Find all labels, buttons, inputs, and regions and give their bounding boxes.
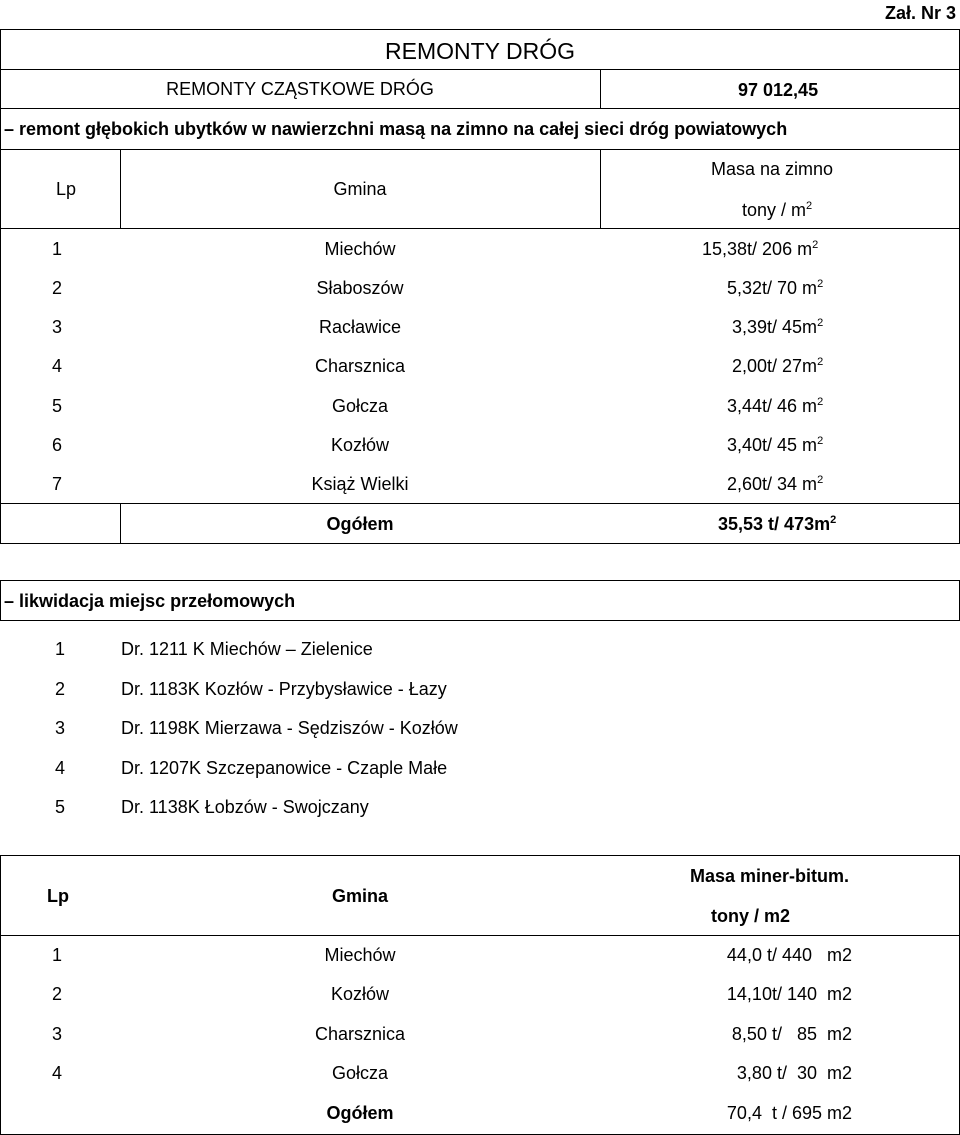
col-masa-unit bbox=[742, 200, 812, 220]
row-masa bbox=[727, 396, 823, 416]
section2-top-border bbox=[0, 580, 960, 581]
row-masa bbox=[702, 239, 818, 259]
col-gmina-header: Gmina bbox=[333, 179, 387, 199]
total-label: Ogółem bbox=[326, 514, 394, 534]
table-row bbox=[0, 307, 960, 347]
row-masa-sup: 2 bbox=[817, 356, 824, 368]
row-gmina: Gołcza bbox=[331, 396, 389, 416]
row-gmina: Miechów bbox=[324, 945, 396, 965]
row-lp: 1 bbox=[52, 239, 63, 259]
row-lp: 3 bbox=[52, 1024, 63, 1044]
table-row bbox=[0, 386, 960, 426]
table1-top-border bbox=[0, 29, 960, 30]
table3-col-masa: Masa miner-bitum. bbox=[690, 866, 850, 886]
list-item bbox=[0, 748, 960, 788]
table3-col-lp: Lp bbox=[47, 886, 69, 906]
table3-col-gmina: Gmina bbox=[331, 886, 388, 906]
row-lp: 4 bbox=[52, 356, 63, 376]
attachment-label: Zał. Nr 3 bbox=[884, 3, 956, 23]
row-masa: 3,80 t/ 30 m2 bbox=[736, 1063, 852, 1083]
row-gmina: Kozłów bbox=[330, 435, 390, 455]
partial-repairs-amount: 97 012,45 bbox=[738, 80, 819, 100]
row-lp: 5 bbox=[52, 396, 63, 416]
row-lp: 2 bbox=[52, 984, 63, 1004]
row-lp: 4 bbox=[52, 1063, 63, 1083]
row-masa-sup: 2 bbox=[817, 474, 824, 486]
table3-total-value: 70,4 t / 695 m2 bbox=[726, 1103, 852, 1123]
row-lp: 3 bbox=[52, 317, 63, 337]
row-masa bbox=[732, 356, 823, 376]
row-masa: 44,0 t/ 440 m2 bbox=[726, 945, 852, 965]
table-row bbox=[0, 935, 960, 975]
table3-col-masa-unit: tony / m2 bbox=[711, 906, 791, 926]
page-title: REMONTY DRÓG bbox=[385, 38, 575, 64]
section2-bottom-border bbox=[0, 620, 960, 621]
list-item-number: 4 bbox=[55, 758, 66, 778]
list-item-text: Dr. 1138K Łobzów - Swojczany bbox=[121, 797, 369, 817]
row-masa: 14,10t/ 140 m2 bbox=[726, 984, 852, 1004]
row-masa-value: 2,60t/ 34 m bbox=[727, 474, 818, 494]
row-masa-sup: 2 bbox=[817, 396, 824, 408]
row-masa-value: 2,00t/ 27m bbox=[732, 356, 818, 376]
table-row bbox=[0, 1053, 960, 1093]
row-gmina: Kozłów bbox=[330, 984, 390, 1004]
table-row bbox=[0, 1014, 960, 1054]
row-lp: 6 bbox=[52, 435, 63, 455]
row-gmina: Gołcza bbox=[331, 1063, 389, 1083]
row-masa-value: 5,32t/ 70 m bbox=[727, 278, 818, 298]
row-masa-value: 3,44t/ 46 m bbox=[727, 396, 818, 416]
table-row bbox=[0, 268, 960, 308]
row-gmina: Charsznica bbox=[314, 1024, 406, 1044]
row-lp: 7 bbox=[52, 474, 63, 494]
list-item-text: Dr. 1207K Szczepanowice - Czaple Małe bbox=[121, 758, 448, 778]
table-row bbox=[0, 974, 960, 1014]
heading-divider bbox=[0, 149, 960, 150]
list-item-number: 2 bbox=[55, 679, 66, 699]
list-item bbox=[0, 787, 960, 827]
row-masa bbox=[727, 435, 823, 455]
list-item bbox=[0, 708, 960, 748]
row-masa-sup: 2 bbox=[812, 239, 819, 251]
row-masa-value: 3,39t/ 45m bbox=[732, 317, 818, 337]
list-item-text: Dr. 1211 K Miechów – Zielenice bbox=[121, 639, 373, 659]
total-value-text: 35,53 t/ 473m bbox=[718, 514, 831, 534]
section1-heading: – remont głębokich ubytków w nawierzchni masą na zimno na całej sieci dróg powiatowych bbox=[4, 119, 788, 139]
row-gmina: Słaboszów bbox=[316, 278, 404, 298]
row-masa-sup: 2 bbox=[817, 435, 824, 447]
table3-total-label: Ogółem bbox=[326, 1103, 394, 1123]
row-masa-value: 3,40t/ 45 m bbox=[727, 435, 818, 455]
table3-top-border bbox=[0, 855, 960, 856]
row-masa bbox=[727, 278, 823, 298]
row-gmina: Racławice bbox=[318, 317, 402, 337]
section2-left-border bbox=[0, 580, 1, 620]
row-masa-sup: 2 bbox=[817, 278, 824, 290]
row-gmina: Miechów bbox=[324, 239, 396, 259]
row-gmina: Książ Wielki bbox=[311, 474, 409, 494]
list-item-number: 1 bbox=[55, 639, 66, 659]
title-divider bbox=[0, 69, 960, 70]
row-lp: 2 bbox=[52, 278, 63, 298]
masa-column-divider bbox=[600, 149, 601, 229]
section2-heading: – likwidacja miejsc przełomowych bbox=[4, 591, 296, 611]
table-row bbox=[0, 229, 960, 269]
row-gmina: Charsznica bbox=[314, 356, 406, 376]
list-item bbox=[0, 669, 960, 709]
total-value-sup: 2 bbox=[830, 514, 837, 526]
table-row bbox=[0, 346, 960, 386]
list-item-text: Dr. 1183K Kozłów - Przybysławice - Łazy bbox=[121, 679, 447, 699]
row-masa bbox=[732, 317, 823, 337]
col-masa-header: Masa na zimno bbox=[711, 159, 834, 179]
table1-bottom-border bbox=[0, 543, 960, 544]
col-masa-unit-sup: 2 bbox=[806, 200, 813, 212]
row-lp: 1 bbox=[52, 945, 63, 965]
list-item-text: Dr. 1198K Mierzawa - Sędziszów - Kozłów bbox=[121, 718, 458, 738]
row-masa-sup: 2 bbox=[817, 317, 824, 329]
list-item-number: 5 bbox=[55, 797, 66, 817]
row-masa bbox=[727, 474, 823, 494]
partial-divider bbox=[0, 108, 960, 109]
partial-column-divider bbox=[600, 69, 601, 109]
row-masa: 8,50 t/ 85 m2 bbox=[731, 1024, 852, 1044]
list-item-number: 3 bbox=[55, 718, 66, 738]
list-item bbox=[0, 629, 960, 669]
table-row bbox=[0, 464, 960, 504]
col-lp-header: Lp bbox=[56, 179, 77, 199]
table-row bbox=[0, 425, 960, 465]
total-value bbox=[718, 514, 836, 534]
row-masa-value: 15,38t/ 206 m bbox=[702, 239, 813, 259]
col-masa-unit-text: tony / m bbox=[742, 200, 807, 220]
partial-repairs-label: REMONTY CZĄSTKOWE DRÓG bbox=[166, 79, 434, 99]
